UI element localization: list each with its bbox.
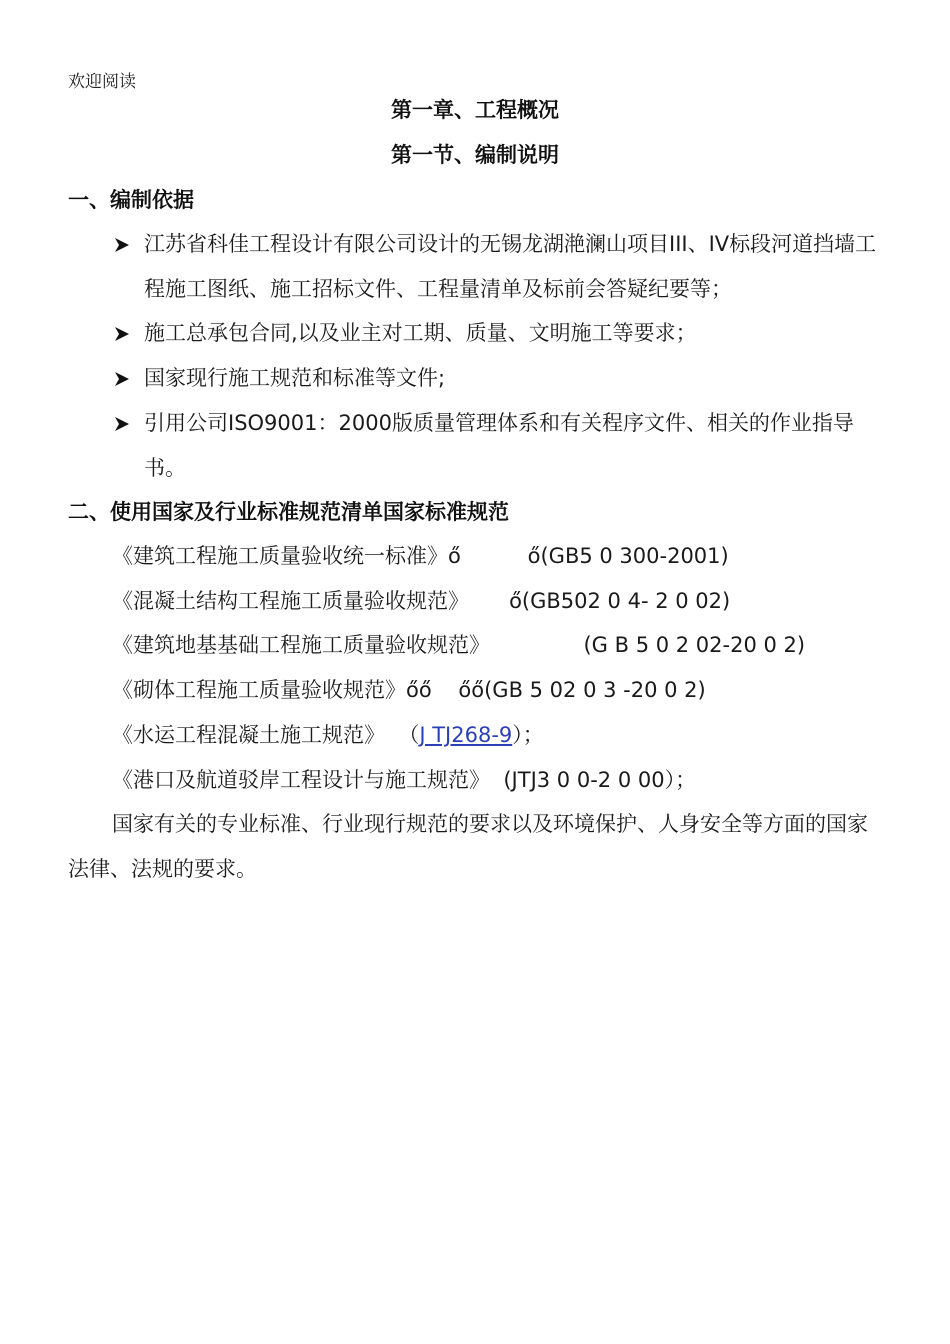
standard-code: (G B 5 0 2 02-20 0 2)	[583, 633, 806, 657]
arrow-bullet-icon	[112, 401, 134, 446]
basis-item-text: 国家现行施工规范和标准等文件;	[144, 366, 446, 390]
standard-code: ő(GB5 0 300-2001)	[527, 544, 729, 568]
chapter-title: 第一章、工程概况	[391, 98, 559, 122]
standard-code: ő(GB502 0 4- 2 0 02)	[509, 589, 731, 613]
section-title: 第一节、编制说明	[391, 143, 559, 167]
basis-item-text: 施工总承包合同,以及业主对工期、质量、文明施工等要求；	[144, 321, 697, 345]
standard-name: 《砌体工程施工质量验收规范》őő	[112, 678, 432, 702]
arrow-bullet-icon	[112, 356, 134, 401]
closing-paragraph	[68, 802, 884, 892]
basis-item	[112, 356, 884, 401]
standard-gap	[490, 768, 503, 792]
standard-name: 《水运工程混凝土施工规范》	[112, 723, 385, 747]
standard-code-link[interactable]: J TJ268-9	[419, 723, 513, 747]
arrow-bullet-icon	[112, 311, 134, 356]
closing-text: 国家有关的专业标准、行业现行规范的要求以及环境保护、人身安全等方面的国家法律、法规的要求。	[68, 812, 868, 881]
basis-item	[112, 311, 884, 356]
standard-line	[112, 630, 902, 660]
standards-heading: 二、使用国家及行业标准规范清单国家标准规范	[68, 500, 509, 524]
standard-name: 《混凝土结构工程施工质量验收规范》	[112, 589, 469, 613]
basis-heading: 一、编制依据	[68, 188, 194, 212]
standard-gap	[432, 678, 459, 702]
basis-item-text: 江苏省科佳工程设计有限公司设计的无锡龙湖滟澜山项目ⅠⅠI、IV标段河道挡墙工程施工图纸、施工招标文件、工程量清单及标前会答疑纪要等；	[144, 232, 877, 301]
standard-code: (JTJ3 0 0-2 0 00）；	[503, 768, 697, 792]
standard-name: 《港口及航道驳岸工程设计与施工规范》	[112, 768, 490, 792]
standard-line	[112, 720, 902, 750]
basis-item-text: 引用公司ISO9001：2000版质量管理体系和有关程序文件、相关的作业指导书。	[144, 411, 854, 480]
standard-line	[112, 586, 902, 616]
standard-gap: （	[385, 723, 420, 747]
standard-suffix: ）；	[512, 723, 544, 747]
basis-item	[112, 401, 884, 491]
standard-gap	[461, 544, 528, 568]
header-note: 欢迎阅读	[68, 72, 136, 92]
standard-line	[112, 675, 902, 705]
arrow-bullet-icon	[112, 222, 134, 267]
standard-name: 《建筑地基基础工程施工质量验收规范》	[112, 633, 490, 657]
standard-name: 《建筑工程施工质量验收统一标准》ő	[112, 544, 461, 568]
standard-line	[112, 541, 902, 571]
standard-gap	[490, 633, 583, 657]
basis-item	[112, 222, 884, 312]
standard-code: őő(GB 5 02 0 3 -20 0 2)	[458, 678, 706, 702]
standard-line	[112, 765, 902, 795]
standard-gap	[469, 589, 509, 613]
